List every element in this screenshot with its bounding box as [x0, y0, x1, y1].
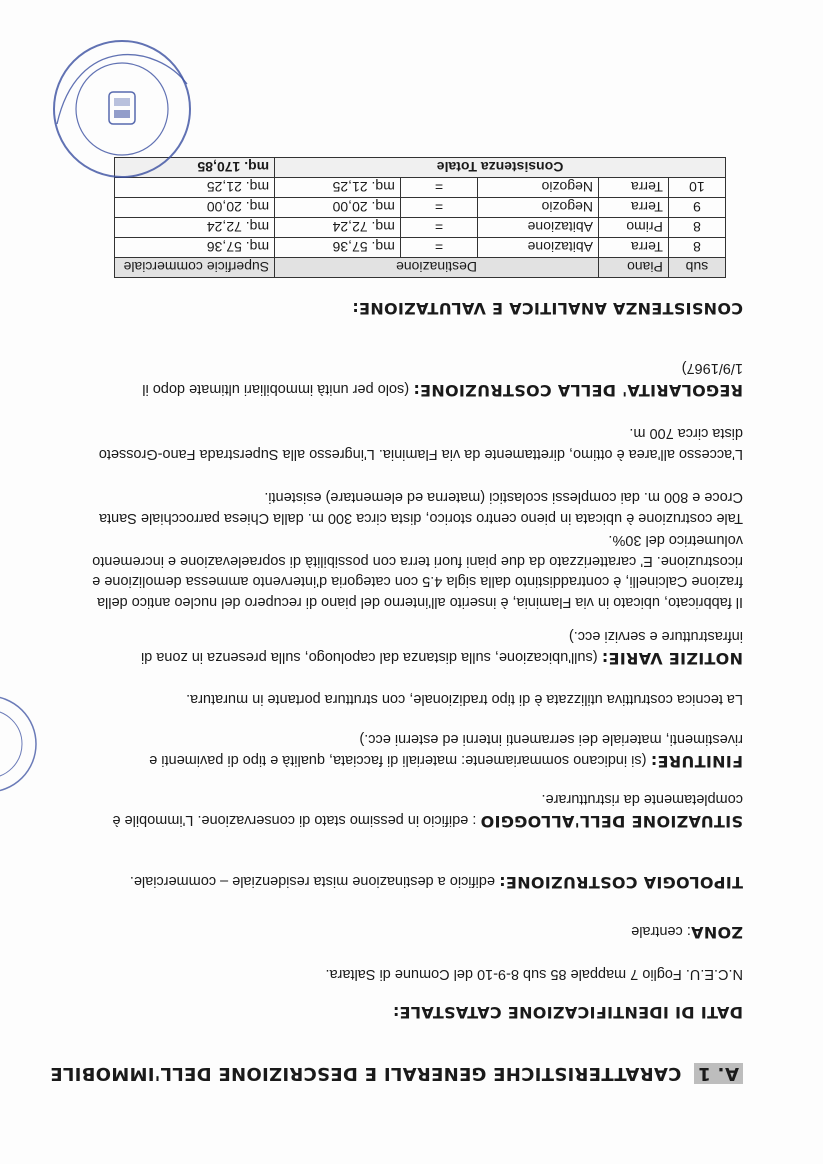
cell-superficie: mq. 21,25: [115, 178, 275, 198]
notizie-paragraph: [78, 626, 743, 668]
table-header-row: [115, 258, 726, 278]
notizie-para-2: Tale costruzione è ubicata in pieno centro storico, dista circa 300 m. dalla Chiesa parrocchiale Santa Croce e 800 m. dai complessi scolastici (materna ed elementare) esistenti.: [99, 489, 743, 526]
section-heading: [43, 1062, 743, 1084]
cell-destinazione: Abitazione: [478, 218, 599, 238]
cell-mq: mq. 57,36: [275, 238, 401, 258]
cell-sub: 8: [668, 218, 725, 238]
cell-mq: mq. 21,25: [275, 178, 401, 198]
cell-destinazione: Negozio: [478, 198, 599, 218]
notizie-text: (sull'ubicazione, sulla distanza dal capoluogo, sulla presenza in zona di infrastrutture e servizi ecc.): [140, 628, 743, 665]
cell-equals: =: [400, 178, 477, 198]
cell-piano: Terra: [598, 198, 668, 218]
cell-mq: mq. 20,00: [275, 198, 401, 218]
cell-sub: 9: [668, 198, 725, 218]
table-row: [115, 238, 726, 258]
ordine-stamp: [0, 689, 43, 799]
finiture-paragraph: [78, 729, 743, 771]
cell-destinazione: Abitazione: [478, 238, 599, 258]
consistenza-table: [114, 157, 726, 278]
cell-piano: Terra: [598, 238, 668, 258]
finiture-tecnica: La tecnica costruttiva utilizzata è di tipo tradizionale, con struttura portante in muratura.: [186, 691, 743, 707]
header-superficie: Superficie commerciale: [115, 258, 275, 278]
regolarita-label: REGOLARITA' DELLA COSTRUZIONE:: [413, 381, 743, 400]
cell-equals: =: [400, 198, 477, 218]
notizie-label: NOTIZIE VARIE:: [601, 649, 743, 668]
cell-superficie: mq. 20,00: [115, 198, 275, 218]
header-sub: sub: [668, 258, 725, 278]
emblem-icon: [109, 92, 135, 124]
notizie-para-3: L'accesso all'area è ottimo, direttamente da via Flaminia. L'ingresso alla Superstrada Fano-Grosseto dista circa 700 m.: [98, 425, 743, 462]
total-value: mq. 170,85: [115, 158, 275, 178]
table-row: [115, 178, 726, 198]
consistenza-title: CONSISTENZA ANALITICA E VALUTAZIONE:: [352, 299, 743, 318]
cell-sub: 8: [668, 238, 725, 258]
catasto-title: DATI DI IDENTIFICAZIONE CATASTALE:: [392, 1003, 743, 1022]
finiture-label: FINITURE:: [650, 752, 743, 771]
geometra-stamp: [47, 34, 197, 184]
situazione-label: SITUAZIONE DELL'ALLOGGIO: [480, 812, 743, 831]
total-label: Consistenza Totale: [275, 158, 726, 178]
cell-destinazione: Negozio: [478, 178, 599, 198]
zona-line: [78, 921, 743, 943]
section-title: CARATTERISTICHE GENERALI E DESCRIZIONE DELL'IMMOBILE: [50, 1063, 682, 1084]
regolarita-paragraph: [78, 358, 743, 400]
zona-label: ZONA: [690, 923, 743, 942]
regolarita-text: (solo per unità immobiliari ultimate dopo il 1/9/1967): [142, 360, 743, 397]
cell-superficie: mq. 57,36: [115, 238, 275, 258]
table-row: [115, 198, 726, 218]
situazione-text: : edificio in pessimo stato di conservazione. L'immobile è completamente da ristrutturare.: [112, 791, 743, 828]
notizie-para-1: Il fabbricato, ubicato in via Flaminia, è inserito all'interno del piano di recupero del nucleo antico della frazione Calcinelli, è contraddistinto dalla sigla 4.5 con categoria d'intervento ammessa demolizione e ricostruzione. E' caratterizzato da due piani fuori terra con possibilità di sopraelevazione e incremento volumetrico del 30%.: [92, 532, 743, 610]
cell-equals: =: [400, 238, 477, 258]
cell-equals: =: [400, 218, 477, 238]
cell-mq: mq. 72,24: [275, 218, 401, 238]
tipologia-paragraph: [78, 871, 743, 893]
situazione-paragraph: [78, 789, 743, 831]
tipologia-text: edificio a destinazione mista residenziale – commerciale.: [129, 873, 499, 889]
finiture-text: (si indicano sommariamente: materiali di facciata, qualità e tipo di pavimenti e rivestimenti, materiale dei serramenti interni ed esterni ecc.): [149, 731, 743, 768]
section-number: A. 1: [694, 1063, 743, 1084]
zona-value: : centrale: [631, 923, 691, 939]
cell-piano: Primo: [598, 218, 668, 238]
cell-piano: Terra: [598, 178, 668, 198]
table-total-row: [115, 158, 726, 178]
table-row: [115, 218, 726, 238]
header-piano: Piano: [598, 258, 668, 278]
cell-superficie: mq. 72,24: [115, 218, 275, 238]
catasto-text: N.C.E.U. Foglio 7 mappale 85 sub 8-9-10 del Comune di Saltara.: [325, 966, 743, 982]
tipologia-label: TIPOLOGIA COSTRUZIONE:: [498, 873, 743, 892]
cell-sub: 10: [668, 178, 725, 198]
header-destinazione: Destinazione: [275, 258, 599, 278]
